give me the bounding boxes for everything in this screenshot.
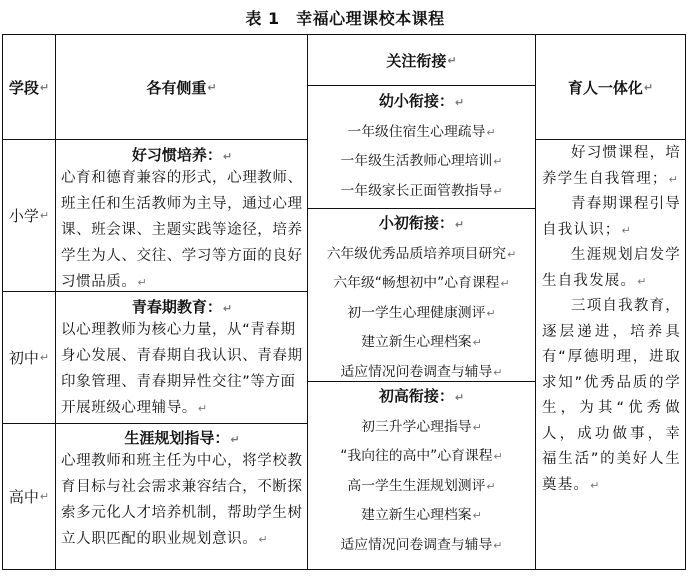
list-item: 适应情况问卷调查与辅导↵ [340,536,503,553]
header-transition: 关注衔接 ↵ [386,51,457,70]
header-focus: 各有侧重 ↵ [146,78,217,97]
curriculum-table [2,34,686,570]
header-stage: 学段 ↵ [8,78,50,97]
list-item: 初一学生心理健康测评↵ [347,304,496,321]
transition-kindergarten-primary: 幼小衔接：↵ 一年级住宿生心理疏导↵ 一年级生活教师心理培训↵ 一年级家长正面管教指导↵ [308,87,535,206]
grid-line [307,85,535,86]
grid-line [535,139,685,140]
transition-junior-senior: 初高衔接：↵ 初三升学心理指导↵ “我向往的高中”心育课程↵ 高一学生生涯规划测评↵ 建立新生心理档案↵ 适应情况问卷调查与辅导↵ [308,382,535,560]
list-item: 六年级“畅想初中”心育课程↵ [333,275,510,291]
focus-senior: 生涯规划指导：↵ 心理教师和班主任为中心，将学校教育目标与社会需求兼容结合，不断探索多元化人才培养机制，帮助学生树立人职匹配的职业规划意识。↵ [61,429,303,547]
list-item: 建立新生心理档案↵ [361,334,482,350]
list-item: 一年级生活教师心理培训↵ [340,153,503,169]
focus-primary: 好习惯培养：↵ 心育和德育兼容的形式，心理教师、班主任和生活教师为主导，通过心理课、班会课、主题实践等途径，培养学生为人、交往、学习等方面的良好习惯品质。↵ [61,146,303,290]
list-item: “我向往的高中”心育课程↵ [340,448,503,464]
stage-senior: 高中 ↵ [8,488,50,506]
focus-junior: 青春期教育：↵ 以心理教师为核心力量，从“青春期身心发展、青春期自我认识、青春期印象管理、青春期异性交往”等方面开展班级心理辅导。↵ [61,298,303,416]
stage-primary: 小学 ↵ [8,207,50,225]
list-item: 建立新生心理档案↵ [361,507,482,523]
stage-junior: 初中 ↵ [8,349,50,367]
list-item: 一年级家长正面管教指导↵ [340,182,503,199]
list-item: 初三升学心理指导↵ [361,418,482,435]
list-item: 高一学生生涯规划测评↵ [347,477,496,494]
header-integration: 育人一体化 ↵ [567,78,654,97]
transition-primary-junior: 小初衔接：↵ 六年级优秀品质培养项目研究↵ 六年级“畅想初中”心育课程↵ 初一学生心理健康测评↵ 建立新生心理档案↵ 适应情况问卷调查与辅导↵ [308,209,535,387]
integration-cell: 好习惯课程，培养学生自我管理；↵ 青春期课程引导自我认识；↵ 生涯规划启发学生自我发展。↵ 三项自我教育，逐层递进，培养具有“厚德明理，进取求知”优秀品质的学生，为其“优秀做人，成功做事，幸福生活”的美好人生奠基。↵ [542,145,681,493]
list-item: 一年级住宿生心理疏导↵ [347,123,496,140]
list-item: 六年级优秀品质培养项目研究↵ [326,245,517,262]
table-caption: 表 1 幸福心理课校本课程 [245,9,445,28]
list-item: 适应情况问卷调查与辅导↵ [340,363,503,380]
